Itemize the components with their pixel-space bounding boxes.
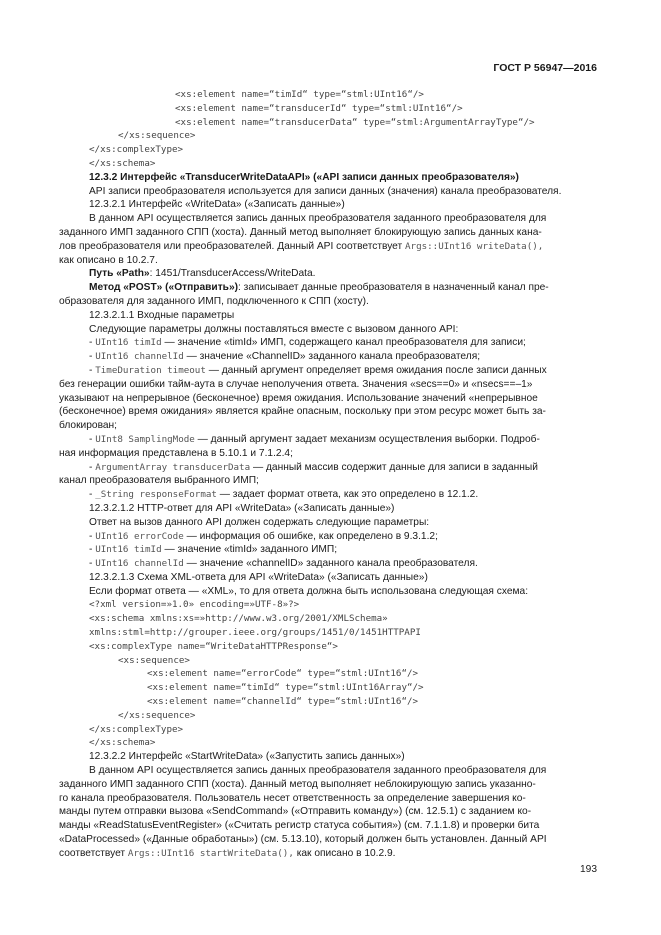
param-item: - _String responseFormat — задает формат ответа, как это определено в 12.1.2. [89,489,479,501]
param-item: - ArgumentArray transducerData — данный массив содержит данные для записи в заданный [89,461,538,473]
paragraph-line: без генерации ошибки тайм-аута в случае неполучения ответа. Значения «secs==0» и «nsecs==–1» [59,378,533,390]
subsection-title: 12.3.2.1.2 HTTP-ответ для API «WriteData» («Записать данные») [89,502,395,514]
page-number: 193 [580,864,597,875]
paragraph-line: ная информация представлена в 5.10.1 и 7.1.2.4; [59,447,293,459]
code-line: <xs:element name=“transducerData“ type=“stml:ArgumentArrayType“/> [175,116,535,128]
paragraph-line: API записи преобразователя используется для записи данных (значения) канала преобразователя. [89,185,562,197]
paragraph-line: заданного ИМП заданного СПП (хоста). Данный метод выполняет блокирующую запись данных кана- [59,226,542,238]
param-item: - UInt16 timId — значение «timId» заданного ИМП; [89,544,338,556]
paragraph-line: канал преобразователя выбранного ИМП; [59,475,259,487]
code-line: <xs:element name=“errorCode“ type=“stml:UInt16“/> [147,668,419,680]
code-line: </xs:sequence> [118,130,196,142]
paragraph-line: Ответ на вызов данного API должен содержать следующие параметры: [89,516,430,528]
paragraph-line: «DataProcessed» («Данные обработаны») (см. 5.13.10), который должен быть установлен. Данный API [59,834,547,846]
code-line: <?xml version=»1.0» encoding=»UTF-8»?> [89,599,300,611]
paragraph-line: образователя для заданного ИМП, подключенного к СПП (хосту). [59,295,369,307]
code-line: <xs:sequence> [118,654,190,666]
code-line: xmlns:stml=http://grouper.ieee.org/groups/1451/0/1451HTTPAPI [89,627,421,639]
code-line: </xs:complexType> [89,144,184,156]
path-line: Путь «Path»: 1451/TransducerAccess/WriteData. [89,268,316,280]
code-line: <xs:element name=“timId“ type=“stml:UInt16Array“/> [147,682,424,694]
paragraph-line: указывают на непрерывное (бесконечное) время ожидания. Использование значений «непрерывное [59,392,538,404]
param-item: - UInt16 errorCode — информация об ошибке, как определено в 9.3.1.2; [89,530,438,542]
subsection-title: 12.3.2.2 Интерфейс «StartWriteData» («Запустить запись данных») [89,751,405,763]
paragraph-line: Если формат ответа — «XML», то для ответа должна быть использована следующая схема: [89,585,529,597]
paragraph-line: как описано в 10.2.7. [59,254,158,266]
code-line: </xs:complexType> [89,723,184,735]
paragraph-line: манды «ReadStatusEventRegister» («Считать регистр статуса события») (см. 7.1.1.8) и проверки бита [59,820,540,832]
standard-id: ГОСТ Р 56947—2016 [493,62,597,74]
param-item: - UInt16 channelId — значение «ChannelID» заданного канала преобразователя; [89,351,481,363]
paragraph-line: В данном API осуществляется запись данных преобразователя заданного преобразователя для [89,765,547,777]
code-line: <xs:element name=“transducerId“ type=“stml:UInt16“/> [175,102,463,114]
paragraph-line: блокирован; [59,420,118,432]
inline-code: Args::UInt16 writeData(), [405,240,544,252]
paragraph-line: (бесконечное) время ожидания» является крайне опасным, поскольку при этом ресурс может быть за- [59,406,546,418]
code-line: <xs:element name=“channelId“ type=“stml:UInt16“/> [147,696,419,708]
param-item: - UInt16 timId — значение «timId» ИМП, содержащего канал преобразователя для записи; [89,337,526,349]
subsection-title: 12.3.2.1 Интерфейс «WriteData» («Записать данные») [89,199,345,211]
param-item: - UInt8 SamplingMode — данный аргумент задает механизм осуществления выборки. Подроб- [89,433,540,445]
method-line: Метод «POST» («Отправить»): записывает данные преобразователя в назначенный канал пре- [89,282,549,294]
code-line: </xs:schema> [89,157,156,169]
paragraph-line: В данном API осуществляется запись данных преобразователя заданного преобразователя для [89,213,547,225]
paragraph-line: заданного ИМП заданного СПП (хоста). Данный метод выполняет неблокирующую запись указанно- [59,778,536,790]
code-line: </xs:sequence> [118,709,196,721]
paragraph-line: лов преобразователя или преобразователей. Данный API соответствует Args::UInt16 writeData(), [59,240,544,252]
code-line: <xs:complexType name=“WriteDataHTTPResponse“> [89,640,338,652]
paragraph-line: Следующие параметры должны поставляться вместе с вызовом данного API: [89,323,459,335]
code-line: <xs:schema xmlns:xs=»http://www.w3.org/2001/XMLSchema» [89,613,388,625]
inline-code: Args::UInt16 startWriteData(), [127,847,294,859]
paragraph-line: манды путем отправки вызова «SendCommand» («Отправить команду») (см. 12.5.1) с заданием ко- [59,806,532,818]
subsection-title: 12.3.2.1.1 Входные параметры [89,309,235,321]
paragraph-line: го канала преобразователя. Пользователь несет ответственность за определение завершения ко- [59,792,526,804]
section-heading-12-3-2: 12.3.2 Интерфейс «TransducerWriteDataAPI» («API записи данных преобразователя») [89,171,519,183]
page-body [59,88,597,861]
subsection-title: 12.3.2.1.3 Схема XML-ответа для API «WriteData» («Записать данные») [89,571,428,583]
code-line: </xs:schema> [89,737,156,749]
param-item: - TimeDuration timeout — данный аргумент определяет время ожидания после записи данных [89,364,547,376]
param-item: - UInt16 channelId — значение «channelID» заданного канала преобразователя. [89,558,478,570]
paragraph-line: соответствует Args::UInt16 startWriteData(), как описано в 10.2.9. [59,847,396,859]
code-line: <xs:element name=“timId“ type=“stml:UInt16“/> [175,89,424,100]
